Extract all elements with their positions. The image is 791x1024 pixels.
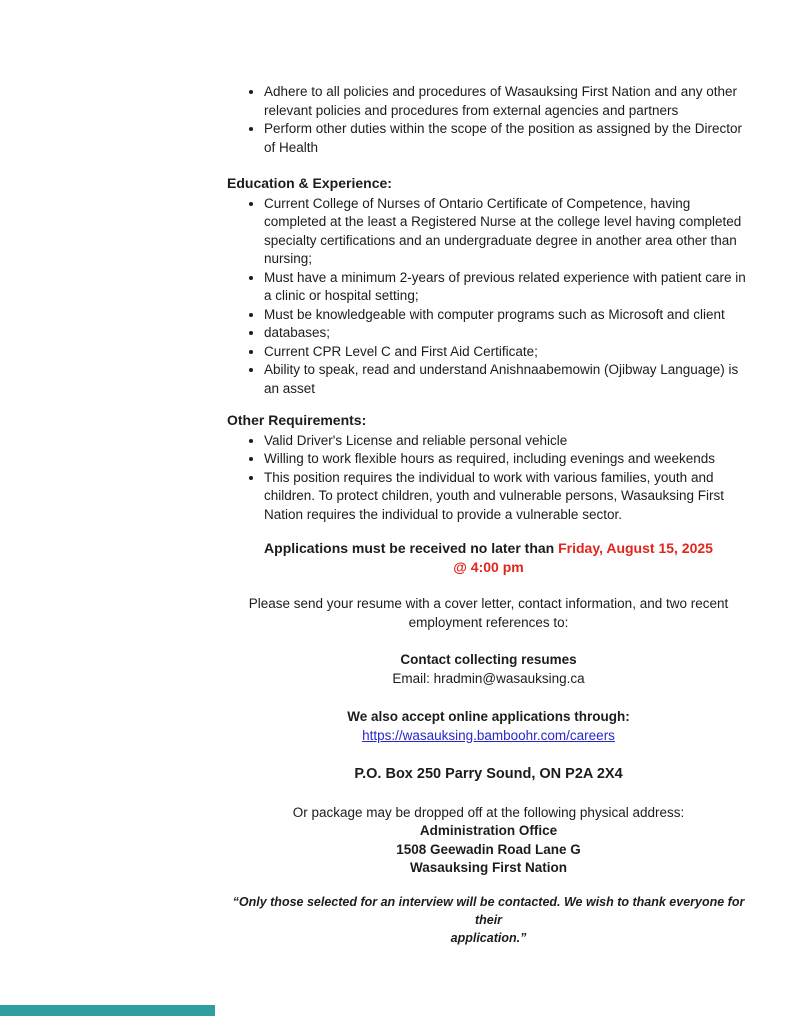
dropoff-office: Administration Office bbox=[419, 823, 558, 838]
education-bullet-list bbox=[227, 195, 750, 399]
deadline-prefix: Applications must be received no later than bbox=[264, 540, 559, 556]
send-resume-instructions: Please send your resume with a cover letter, contact information, and two recent employment references to: bbox=[248, 596, 729, 630]
footer-note-line2: application.” bbox=[450, 930, 527, 945]
teal-accent-bar bbox=[0, 1005, 215, 1016]
careers-link[interactable]: https://wasauksing.bamboohr.com/careers bbox=[362, 727, 615, 743]
document-content bbox=[227, 83, 750, 947]
deadline-time: @ 4:00 pm bbox=[453, 558, 524, 575]
bullet-item: • Perform other duties within the scope of the position as assigned by the Director of Health bbox=[264, 120, 750, 157]
bullet-item: • Must be knowledgeable with computer programs such as Microsoft and client bbox=[264, 306, 750, 325]
bullet-item: • Must have a minimum 2-years of previous related experience with patient care in a clinic or hospital setting; bbox=[264, 269, 750, 306]
dropoff-intro: Or package may be dropped off at the following physical address: bbox=[292, 804, 685, 820]
bullet-item: • This position requires the individual to work with various families, youth and children. To protect children, youth and vulnerable persons, Wasauksing First Nation requires the individual to provide a vulnerable sector. bbox=[264, 469, 750, 525]
contact-email: Email: hradmin@wasauksing.ca bbox=[392, 670, 585, 686]
dropoff-address-block bbox=[227, 804, 750, 878]
contact-heading: Contact collecting resumes bbox=[400, 652, 577, 667]
deadline-date: Friday, August 15, 2025 bbox=[558, 540, 713, 556]
bullet-item: • Willing to work flexible hours as required, including evenings and weekends bbox=[264, 450, 750, 469]
contact-block bbox=[227, 651, 750, 688]
bullet-item: • databases; bbox=[264, 324, 750, 343]
bullet-item: • Current CPR Level C and First Aid Certificate; bbox=[264, 343, 750, 362]
other-requirements-heading: Other Requirements: bbox=[227, 412, 367, 428]
bullet-item: • Adhere to all policies and procedures of Wasauksing First Nation and any other relevant policies and procedures from external agencies and partners bbox=[264, 83, 750, 120]
online-applications-block bbox=[227, 708, 750, 745]
education-experience-heading: Education & Experience: bbox=[227, 175, 392, 191]
bullet-item: • Current College of Nurses of Ontario Certificate of Competence, having completed at the least a Registered Nurse at the college level having completed specialty certifications and an undergraduate degree in another area other than nursing; bbox=[264, 195, 750, 269]
footer-note-line1: “Only those selected for an interview will be contacted. We wish to thank everyone for their bbox=[232, 894, 745, 927]
dropoff-nation: Wasauksing First Nation bbox=[409, 860, 568, 875]
bullet-item: • Valid Driver's License and reliable personal vehicle bbox=[264, 432, 750, 451]
other-requirements-bullet-list bbox=[227, 432, 750, 525]
online-applications-heading: We also accept online applications through: bbox=[347, 709, 630, 724]
duties-bullet-list bbox=[227, 83, 750, 157]
footer-note bbox=[227, 893, 750, 947]
dropoff-street: 1508 Geewadin Road Lane G bbox=[396, 841, 581, 857]
mailing-address: P.O. Box 250 Parry Sound, ON P2A 2X4 bbox=[354, 766, 623, 782]
application-deadline bbox=[227, 539, 750, 576]
bullet-item: • Ability to speak, read and understand Anishnaabemowin (Ojibway Language) is an asset bbox=[264, 361, 750, 398]
